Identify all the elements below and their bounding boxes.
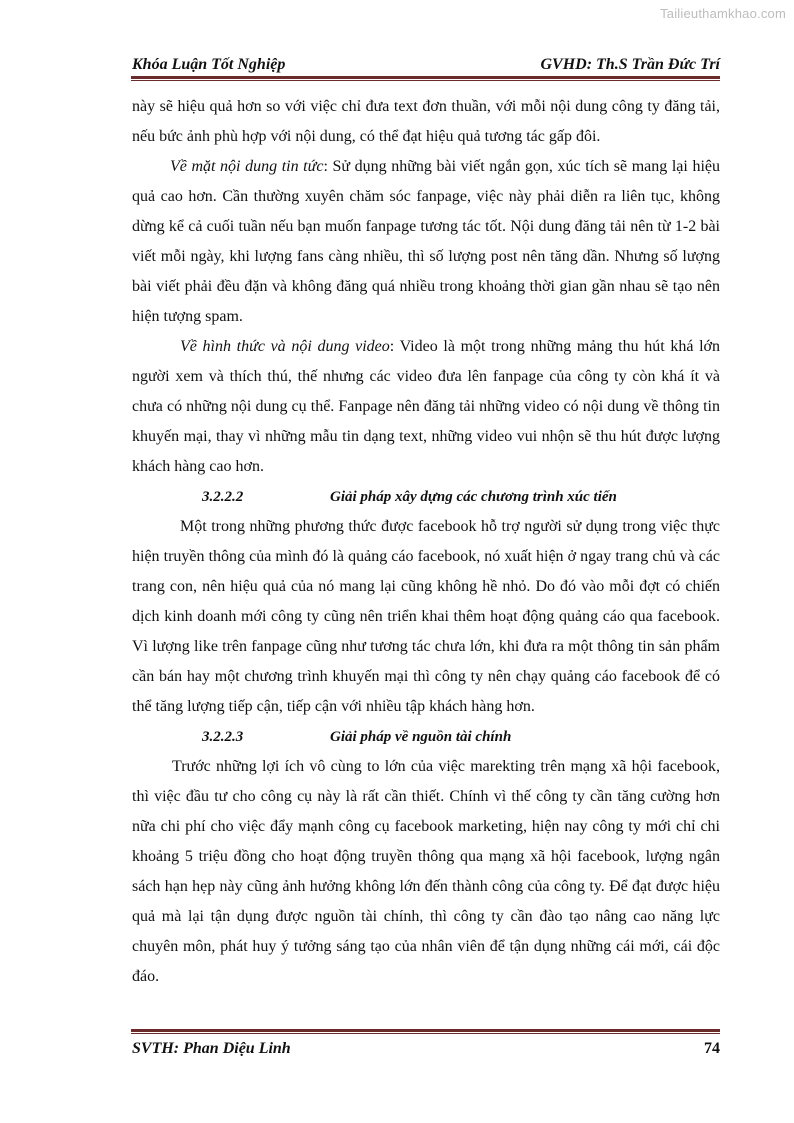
paragraph-video-content — [132, 332, 720, 482]
header-divider — [131, 76, 720, 80]
paragraph-lead: Về hình thức và nội dung video — [180, 338, 390, 355]
section-title: Giải pháp xây dựng các chương trình xúc tiến — [330, 489, 617, 505]
section-heading-finance — [132, 722, 720, 752]
section-number: 3.2.2.2 — [202, 489, 244, 505]
footer-divider — [131, 1029, 720, 1034]
header-supervisor: GVHD: Th.S Trần Đức Trí — [540, 56, 720, 73]
paragraph-continued: này sẽ hiệu quả hơn so với việc chỉ đưa text đơn thuần, với mỗi nội dung công ty đăng tải, nếu bức ảnh phù hợp với nội dung, có thể đạt hiệu quả tương tác gấp đôi. — [132, 98, 720, 145]
watermark-text: Tailieuthamkhao.com — [660, 6, 786, 21]
paragraph-news-content — [132, 152, 720, 332]
paragraph-finance: Trước những lợi ích vô cùng to lớn của việc marekting trên mạng xã hội facebook, thì việc đầu tư cho công cụ này là rất cần thiết. Chính vì thế công ty cần tăng cường hơn nữa chi phí cho việc đẩy mạnh công cụ facebook marketing, hiện nay công ty mới chỉ chi khoảng 5 triệu đồng cho hoạt động truyền thông qua mạng xã hội facebook, lượng ngân sách hạn hẹp này cũng ảnh hưởng không lớn đến thành công của công ty. Để đạt được hiệu quả mà lại tận dụng được nguồn tài chính, thì công ty cần đào tạo nâng cao năng lực chuyên môn, phát huy ý tưởng sáng tạo của nhân viên để tận dụng những cái mới, cái độc đáo. — [132, 758, 720, 985]
footer-author: SVTH: Phan Diệu Linh — [132, 1040, 291, 1057]
paragraph-facebook-ads: Một trong những phương thức được facebook hỗ trợ người sử dụng trong việc thực hiện truyền thông của mình đó là quảng cáo facebook, nó xuất hiện ở ngay trang chủ và các trang con, nên hiệu quả của nó mang lại cũng không hề nhỏ. Do đó vào mỗi đợt có chiến dịch kinh doanh mới công ty cũng nên triển khai thêm hoạt động quảng cáo qua facebook. Vì lượng like trên fanpage cũng như tương tác chưa lớn, khi đưa ra một thông tin sản phẩm cần bán hay một chương trình khuyến mại thì công ty nên chạy quảng cáo facebook để có thể tăng lượng tiếp cận, tiếp cận với nhiều tập khách hàng hơn. — [132, 518, 720, 715]
section-number: 3.2.2.3 — [202, 729, 244, 745]
page-number: 74 — [704, 1040, 720, 1057]
paragraph-lead: Về mặt nội dung tin tức — [170, 158, 324, 175]
page-body — [132, 92, 720, 992]
page-footer — [132, 1040, 720, 1058]
section-title: Giải pháp về nguồn tài chính — [330, 729, 512, 745]
paragraph-text: : Sử dụng những bài viết ngắn gọn, xúc tích sẽ mang lại hiệu quả cao hơn. Cần thường xuyên chăm sóc fanpage, việc này phải diễn ra liên tục, không dừng kể cả cuối tuần nếu bạn muốn fanpage tương tác tốt. Nội dung đăng tải nên từ 1-2 bài viết mỗi ngày, khi lượng fans càng nhiều, thì số lượng post nên tăng dần. Nhưng số lượng bài viết phải đều đặn và không đăng quá nhiều trong khoảng thời gian gần nhau sẽ tạo nên hiện tượng spam. — [132, 158, 720, 325]
paragraph-text: : Video là một trong những mảng thu hút khá lớn người xem và thích thú, thế nhưng các video đưa lên fanpage của công ty còn khá ít và chưa có những nội dung cụ thể. Fanpage nên đăng tải những video có nội dung về thông tin khuyến mại, thay vì những mẫu tin dạng text, những video vui nhộn sẽ thu hút được lượng khách hàng cao hơn. — [132, 338, 721, 475]
page-header — [132, 48, 720, 74]
header-thesis-title: Khóa Luận Tốt Nghiệp — [132, 56, 286, 73]
section-heading-promotion — [132, 482, 720, 512]
